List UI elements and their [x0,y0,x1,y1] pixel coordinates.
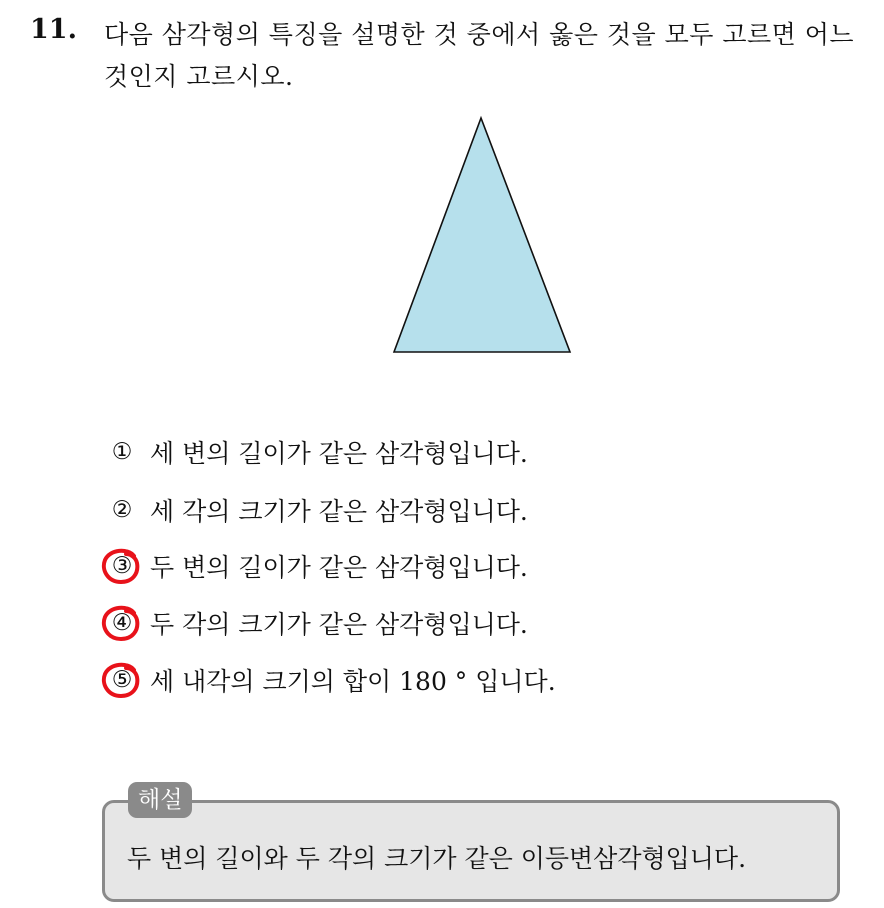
option-1[interactable] [100,432,528,472]
question-number: 11. [30,14,77,45]
triangle-figure [390,114,574,356]
option-3-marker [100,546,144,586]
option-5-number: ⑤ [111,667,133,693]
question-line-2: 것인지 고르시오. [104,62,294,91]
option-2[interactable] [100,490,528,530]
explanation-text: 두 변의 길이와 두 각의 크기가 같은 이등변삼각형입니다. [127,844,747,873]
option-3-number: ③ [111,553,133,579]
option-3-text: 두 변의 길이가 같은 삼각형입니다. [150,553,528,582]
explanation-box [102,800,840,902]
option-2-text: 세 각의 크기가 같은 삼각형입니다. [150,497,528,526]
option-1-text: 세 변의 길이가 같은 삼각형입니다. [150,439,528,468]
option-4[interactable] [100,603,528,643]
option-4-number: ④ [111,610,133,636]
option-5-text: 세 내각의 크기의 합이 180 ° 입니다. [150,667,556,696]
option-3[interactable] [100,546,528,586]
option-1-marker [100,432,144,472]
option-4-marker [100,603,144,643]
question-text [104,14,874,98]
option-4-text: 두 각의 크기가 같은 삼각형입니다. [150,610,528,639]
option-5[interactable] [100,660,556,700]
triangle-shape [394,118,570,352]
question-line-1: 다음 삼각형의 특징을 설명한 것 중에서 옳은 것을 모두 고르면 어느 [104,20,855,49]
option-5-marker [100,660,144,700]
option-1-number: ① [111,439,133,465]
option-2-marker [100,490,144,530]
option-2-number: ② [111,497,133,523]
explanation-label: 해설 [128,782,192,818]
